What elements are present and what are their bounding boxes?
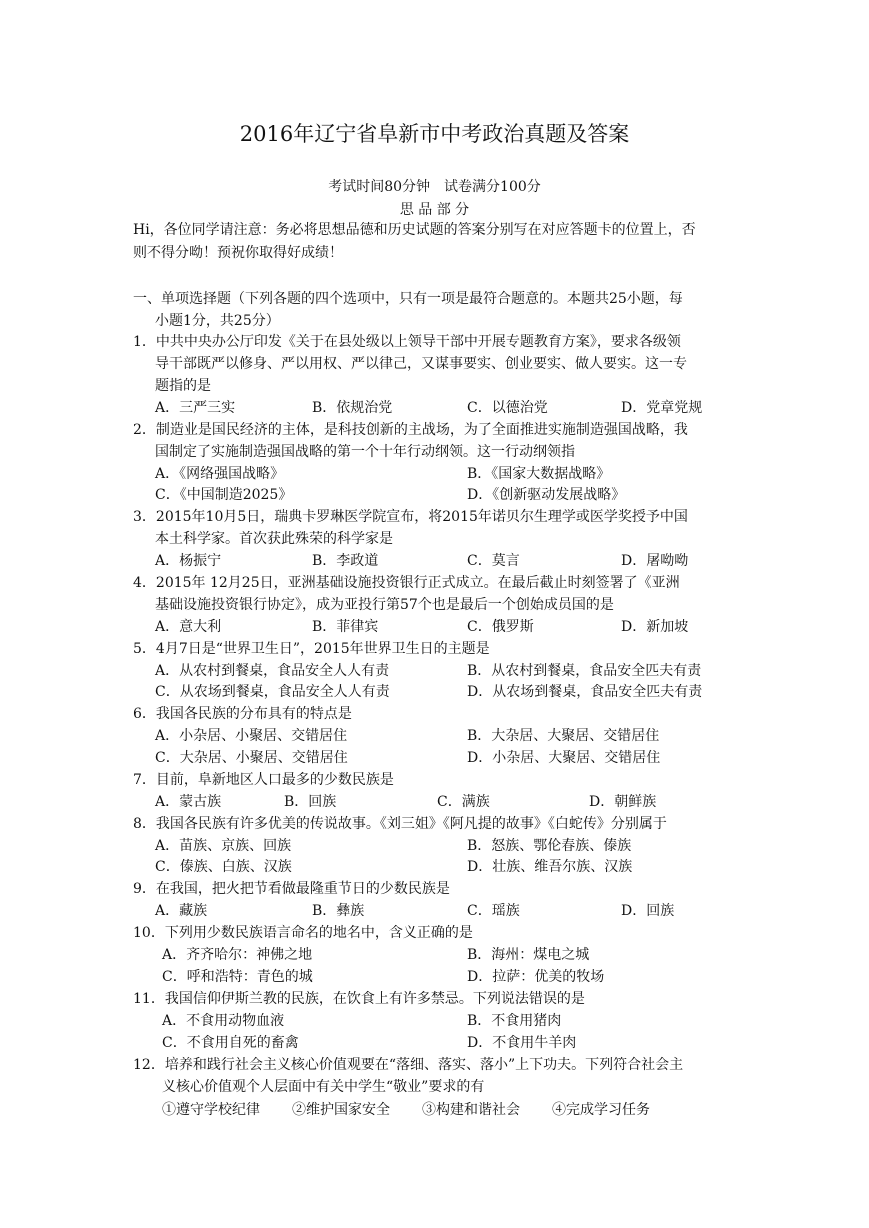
option-d: D．从农场到餐桌，食品安全匹夫有责 [467,684,703,700]
question-text: 2．制造业是国民经济的主体，是科技创新的主战场，为了全面推进实施制造强国战略，我 [133,422,688,438]
option-a: A．从农村到餐桌，食品安全人人有责 [155,663,390,679]
option-b: B．从农村到餐桌，食品安全匹夫有责 [467,663,702,679]
question-text: 义核心价值观个人层面中有关中学生“敬业”要求的有 [162,1079,485,1095]
option-c: C．傣族、白族、汉族 [155,859,292,875]
question-text: 11．我国信仰伊斯兰教的民族，在饮食上有许多禁忌。下列说法错误的是 [133,991,585,1007]
option-a: A．三严三实 [155,400,236,416]
notice-line: 则不得分呦！预祝你取得好成绩！ [133,245,343,261]
question-text: 7．目前，阜新地区人口最多的少数民族是 [133,772,394,788]
option-a: A．藏族 [155,903,208,919]
option-d: D．壮族、维吾尔族、汉族 [467,859,633,875]
question-text: 本土科学家。首次获此殊荣的科学家是 [155,531,393,547]
option-c: C．莫言 [467,553,520,569]
option-c: C．瑶族 [467,903,520,919]
question-text: 1．中共中央办公厅印发《关于在县处级以上领导干部中开展专题教育方案》，要求各级领 [133,334,681,350]
option-c: C．俄罗斯 [467,619,534,635]
part-heading: 小题1分，共25分） [155,313,280,329]
option-d: D．朝鲜族 [589,794,657,810]
option-b: B．不食用猪肉 [467,1013,562,1029]
option-d: D．新加坡 [621,619,689,635]
option-b: B．回族 [284,794,337,810]
option-b: B．怒族、鄂伦春族、傣族 [467,838,632,854]
section-title: 思 品 部 分 [399,202,470,218]
option-a: A．小杂居、小聚居、交错居住 [155,728,348,744]
option-a: A．《网络强国战略》 [155,466,285,482]
option-d: D．小杂居、大聚居、交错居住 [467,750,661,766]
option-b: B．海州：煤电之城 [467,947,590,963]
question-text: 9．在我国，把火把节看做最隆重节日的少数民族是 [133,881,450,897]
option-2: ②维护国家安全 [292,1102,390,1118]
option-a: A．杨振宁 [155,553,222,569]
option-c: C．不食用自死的畜禽 [162,1035,299,1051]
question-text: 3．2015年10月5日，瑞典卡罗琳医学院宣布，将2015年诺贝尔生理学或医学奖授予中国 [133,509,688,525]
option-3: ③构建和谐社会 [422,1102,520,1118]
notice-line: Hi，各位同学请注意：务必将思想品德和历史试题的答案分别写在对应答题卡的位置上，否 [133,222,696,238]
question-text: 12．培养和践行社会主义核心价值观要在“落细、落实、落小”上下功夫。下列符合社会主 [133,1057,684,1073]
option-d: D．回族 [621,903,675,919]
question-text: 4．2015年 12月25日，亚洲基础设施投资银行正式成立。在最后截止时刻签署了《亚洲 [133,575,680,591]
option-b: B．大杂居、大聚居、交错居住 [467,728,660,744]
option-b: B．《国家大数据战略》 [467,466,611,482]
option-1: ①遵守学校纪律 [162,1102,260,1118]
option-c: C．呼和浩特：青色的城 [162,969,313,985]
option-d: D．不食用牛羊肉 [467,1035,577,1051]
option-d: D．屠呦呦 [621,553,689,569]
option-c: C．满族 [437,794,490,810]
question-text: 国制定了实施制造强国战略的第一个十年行动纲领。这一行动纲领指 [155,444,575,460]
question-text: 10．下列用少数民族语言命名的地名中，含义正确的是 [133,925,473,941]
option-d: D．拉萨：优美的牧场 [467,969,605,985]
document-title: 2016年辽宁省阜新市中考政治真题及答案 [239,122,630,146]
option-a: A．不食用动物血液 [162,1013,285,1029]
question-text: 8．我国各民族有许多优美的传说故事。《刘三姐》《阿凡提的故事》《白蛇传》分别属于 [133,816,667,832]
option-a: A．意大利 [155,619,222,635]
option-a: A．苗族、京族、回族 [155,838,292,854]
option-b: B．李政道 [312,553,379,569]
option-a: A．蒙古族 [155,794,222,810]
option-b: B．彝族 [312,903,365,919]
option-c: C．大杂居、小聚居、交错居住 [155,750,348,766]
option-4: ④完成学习任务 [552,1102,650,1118]
option-b: B．依规治党 [312,400,393,416]
option-c: C．以德治党 [467,400,548,416]
question-text: 5．4月7日是“世界卫生日”，2015年世界卫生日的主题是 [133,641,490,657]
option-d: D．《创新驱动发展战略》 [467,487,626,503]
option-b: B．菲律宾 [312,619,379,635]
option-c: C．从农场到餐桌，食品安全人人有责 [155,684,390,700]
question-text: 基础设施投资银行协定》，成为亚投行第57个也是最后一个创始成员国的是 [155,597,614,613]
option-a: A．齐齐哈尔：神佛之地 [162,947,313,963]
part-heading: 一、单项选择题（下列各题的四个选项中，只有一项是最符合题意的。本题共25小题，每 [133,291,683,307]
option-d: D．党章党规 [621,400,703,416]
exam-info: 考试时间80分钟 试卷满分100分 [328,179,541,195]
question-text: 6．我国各民族的分布具有的特点是 [133,706,352,722]
question-text: 题指的是 [155,378,211,394]
option-c: C．《中国制造2025》 [155,487,293,503]
question-text: 导干部既严以修身、严以用权、严以律己，又谋事要实、创业要实、做人要实。这一专 [155,356,687,372]
